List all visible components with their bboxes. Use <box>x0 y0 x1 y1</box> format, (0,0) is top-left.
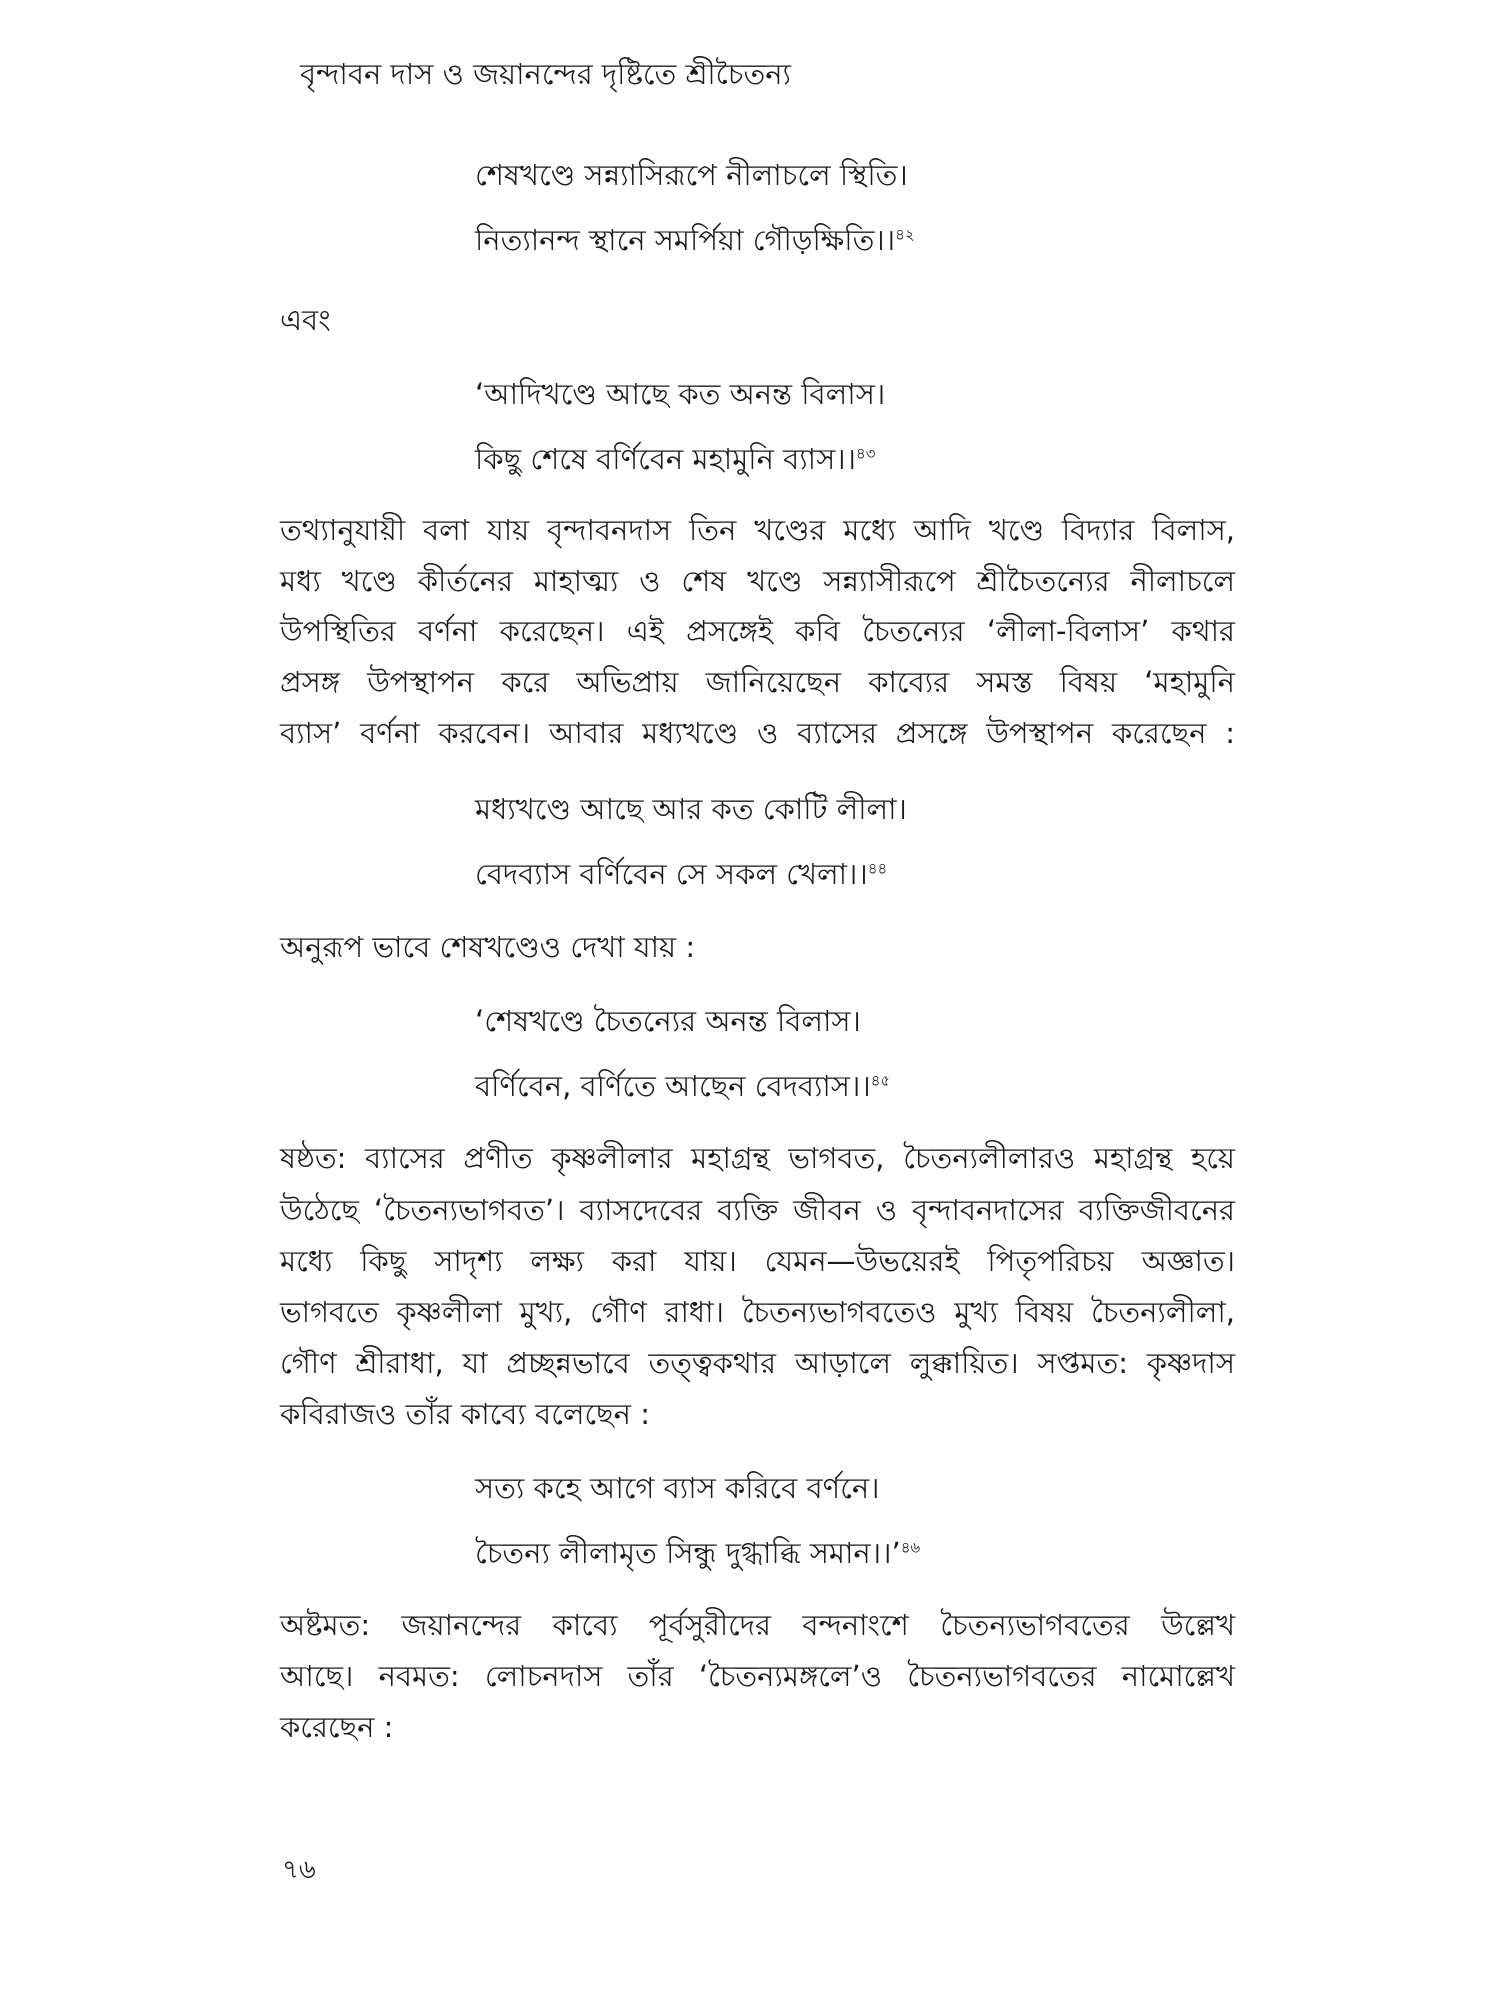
para-3-line-1: ষষ্ঠত: ব্যাসের প্রণীত কৃষ্ণলীলার মহাগ্রন্থ ভাগবত, চৈতন্যলীলারও মহাগ্রন্থ হয়ে <box>280 1141 1235 1175</box>
para-1-line-2: মধ্য খণ্ডে কীর্তনের মাহাত্ম্য ও শেষ খণ্ডে সন্ন্যাসীরূপে শ্রীচৈতন্যের নীলাচলে <box>280 564 1235 598</box>
verse-5-line-1: সত্য কহে আগে ব্যাস করিবে বর্ণনে। <box>475 1471 880 1505</box>
verse-5-line-2 <box>475 1531 920 1580</box>
verse-5-line-2-text: চৈতন্য লীলামৃত সিন্ধু দুগ্ধাব্ধি সমান।।’ <box>475 1536 901 1570</box>
verse-2-line-1: ‘আদিখণ্ডে আছে কত অনন্ত বিলাস। <box>475 377 886 411</box>
para-3-line-6: কবিরাজও তাঁর কাব্যে বলেছেন : <box>280 1397 650 1431</box>
para-2: অনুরূপ ভাবে শেষখণ্ডেও দেখা যায় : <box>280 930 696 964</box>
verse-3-line-2-text: বেদব্যাস বর্ণিবেন সে সকল খেলা।। <box>475 857 868 891</box>
footnote-ref-43: ৪৩ <box>856 444 876 463</box>
para-1-line-3: উপস্থিতির বর্ণনা করেছেন। এই প্রসঙ্গেই কবি চৈতন্যের ‘লীলা-বিলাস’ কথার <box>280 614 1235 648</box>
connector-text: এবং <box>280 303 331 337</box>
para-4-line-1: অষ্টমত: জয়ানন্দের কাব্যে পূর্বসুরীদের বন্দনাংশে চৈতন্যভাগবতের উল্লেখ <box>280 1608 1235 1642</box>
para-3-line-5: গৌণ শ্রীরাধা, যা প্রচ্ছন্নভাবে তত্ত্বকথার আড়ালে লুক্কায়িত। সপ্তমত: কৃষ্ণদাস <box>280 1346 1235 1380</box>
para-3-line-3: মধ্যে কিছু সাদৃশ্য লক্ষ্য করা যায়। যেমন—উভয়েরই পিতৃপরিচয় অজ্ঞাত। <box>280 1244 1235 1278</box>
para-4-line-2: আছে। নবমত: লোচনদাস তাঁর ‘চৈতন্যমঙ্গলে’ও চৈতন্যভাগবতের নামোল্লেখ <box>280 1659 1235 1693</box>
verse-1-line-1: শেষখণ্ডে সন্ন্যাসিরূপে নীলাচলে স্থিতি। <box>475 158 908 192</box>
verse-2-line-2 <box>475 437 876 486</box>
verse-2-line-2-text: কিছু শেষে বর্ণিবেন মহামুনি ব্যাস।। <box>475 442 856 476</box>
running-head: বৃন্দাবন দাস ও জয়ানন্দের দৃষ্টিতে শ্রীচৈতন্য <box>300 57 791 91</box>
footnote-ref-42: ৪২ <box>895 225 915 244</box>
footnote-ref-44: ৪৪ <box>867 859 888 878</box>
para-1-line-4: প্রসঙ্গ উপস্থাপন করে অভিপ্রায় জানিয়েছেন কাব্যের সমস্ত বিষয় ‘মহামুনি <box>280 665 1235 699</box>
verse-4-line-2-text: বর্ণিবেন, বর্ণিতে আছেন বেদব্যাস।। <box>475 1069 871 1103</box>
verse-4-line-2 <box>475 1064 890 1113</box>
verse-3-line-1: মধ্যখণ্ডে আছে আর কত কোটি লীলা। <box>475 792 907 826</box>
page-number: ৭৬ <box>282 1855 316 1885</box>
footnote-ref-45: ৪৫ <box>870 1071 891 1090</box>
para-1-line-1: তথ্যানুযায়ী বলা যায় বৃন্দাবনদাস তিন খণ্ডের মধ্যে আদি খণ্ডে বিদ্যার বিলাস, <box>280 513 1235 547</box>
para-1-line-5: ব্যাস’ বর্ণনা করবেন। আবার মধ্যখণ্ডে ও ব্যাসের প্রসঙ্গে উপস্থাপন করেছেন : <box>280 716 1235 750</box>
verse-4-line-1: ‘শেষখণ্ডে চৈতন্যের অনন্ত বিলাস। <box>475 1004 861 1038</box>
para-3-line-4: ভাগবতে কৃষ্ণলীলা মুখ্য, গৌণ রাধা। চৈতন্যভাগবতেও মুখ্য বিষয় চৈতন্যলীলা, <box>280 1295 1235 1329</box>
verse-1-line-2 <box>475 218 915 267</box>
verse-3-line-2 <box>475 852 887 901</box>
footnote-ref-46: ৪৬ <box>900 1538 921 1557</box>
para-3-line-2: উঠেছে ‘চৈতন্যভাগবত’। ব্যাসদেবের ব্যক্তি জীবন ও বৃন্দাবনদাসের ব্যক্তিজীবনের <box>280 1193 1235 1227</box>
verse-1-line-2-text: নিত্যানন্দ স্থানে সমর্পিয়া গৌড়ক্ষিতি।। <box>475 223 896 257</box>
para-4-line-3: করেছেন : <box>280 1710 394 1744</box>
